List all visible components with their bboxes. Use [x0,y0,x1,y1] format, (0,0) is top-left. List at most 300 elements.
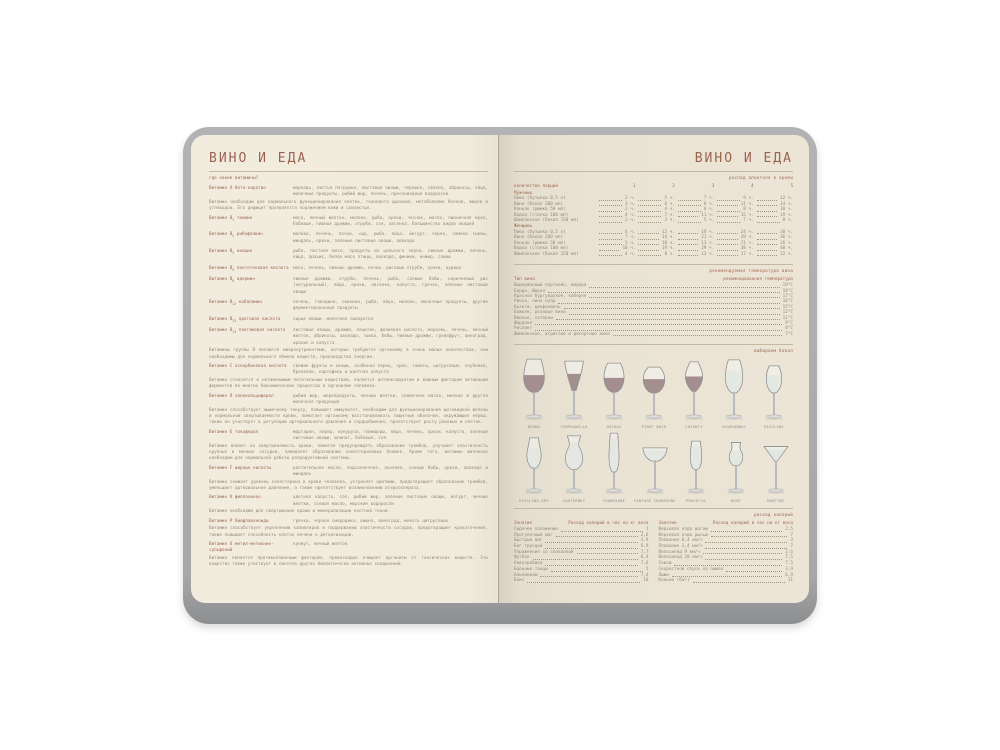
wine-glass-icon [674,357,714,424]
vitamin-foods: печень, говядина, свинина, рыба, яйца, молоко, молочные продукты, другие ферментированные продукты [293,299,488,312]
calories-row-name: Бальные танцы [514,566,548,572]
temperature-row-name: Риоха, пино нуар [514,299,556,305]
alcohol-value: 6 ч. [703,207,715,213]
dot-leader [757,250,777,251]
calories-row-name: Верховая езда шагом [658,526,708,532]
wine-glass-shiraz [594,357,634,429]
wine-glass-bordo [514,357,554,429]
vitamin-name: Витамин U метил-метионин-сульфоний [209,542,274,554]
alcohol-value: 10 ч. [780,207,794,213]
title-rule-right [514,171,793,172]
alcohol-cell [714,218,753,224]
alcohol-cell [596,218,635,224]
dot-leader [717,233,737,234]
calories-row-value: 7,4 [640,572,649,578]
alcohol-value: 8 ч. [782,218,794,224]
dot-leader [556,536,638,537]
alcohol-value: 2 ч. [625,196,636,202]
vitamin-name: Витамин С аскорбиновая кислота [209,363,287,369]
vitamin-entry [209,232,488,245]
alcohol-value: 6 ч. [664,201,675,207]
vitamin-entry [209,495,488,508]
temperature-row-name: Шампанское, игристые и десертные вина [514,331,610,337]
temperature-row-name: Кьянти, цинфандель [514,304,561,310]
dot-leader [678,233,698,234]
dot-leader [705,559,782,560]
alcohol-value: 21 ч. [740,240,754,246]
alcohol-col-number [632,184,675,190]
wine-glass-label: PROSECCO [686,499,706,504]
vitamin-entry [209,300,488,313]
temperature-header-right: рекомендованная температура [723,277,793,283]
alcohol-value: 14 ч. [661,235,675,241]
alcohol-group-label: Мужчины [514,190,533,196]
dot-leader [717,239,737,240]
alcohol-value: 4 ч. [664,207,675,213]
wine-glass-icon [554,431,594,498]
vitamin-foods: рыба, постное мясо, продукты из цельного зерна, пивные дрожжи, печень, яйца, арахис, белое мясо птицы, авокадо, финики, инжир, сливы [293,249,488,261]
dot-leader [757,222,780,223]
vitamin-entry [209,249,488,262]
vitamin-foods: гречка, черная смородина, вишня, виноград, мякоть цитрусовых [293,518,449,524]
alcohol-value: 19 ч. [780,212,794,218]
dot-leader [757,239,777,240]
wine-glass-label: SHIRAZ [606,425,622,430]
dot-leader [545,565,637,566]
dot-leader [599,239,622,240]
dot-leader [678,200,701,201]
wine-glass-icon [716,431,756,498]
temperature-row-value: 8°C [785,326,793,332]
dot-leader [638,211,661,212]
alcohol-value: 7 ч. [625,235,636,241]
calories-row-name: Велосипед 20 км/ч [658,555,703,561]
wine-glass-chianti [674,357,714,429]
vitamin-subscript: 12 [232,301,237,306]
alcohol-col-number [754,184,793,190]
vitamin-name: Витамин F жирные кислоты [209,465,272,471]
alcohol-value: 13 ч. [701,240,715,246]
vitamin-entry [209,364,488,377]
alcohol-value: 7 ч. [703,196,715,202]
wine-glass-icon [514,357,554,424]
temperature-table [514,277,793,337]
vitamin-name: Витамин А бета-каротин [209,186,266,191]
calories-column [514,521,649,584]
calories-header-right: Расход калорий в час на кг веса [568,521,649,527]
dot-leader [693,582,785,583]
calories-row-value: 7 [790,544,793,550]
temperature-row-value: 11°C [782,315,793,321]
calories-header-left: Занятие [514,521,533,527]
calories-row-name: Прогулочный шаг [514,532,553,538]
calories-row-name: Велосипед 9 км/ч [658,549,700,555]
vitamin-subscript: 5 [232,267,235,272]
temperature-row-value: 15°C [782,304,793,310]
temperature-row-name: Вионье, сотерны [514,315,553,321]
dot-leader [757,244,777,245]
vitamin-subscript: 2 [232,234,235,239]
vitamin-entry [209,328,488,347]
alcohol-caption: распад алкоголя в крови [728,176,793,181]
dot-leader [533,559,638,560]
alcohol-value: 8 ч. [664,251,675,257]
dot-leader [564,308,780,309]
dot-leader [551,571,643,572]
alcohol-value: 8 ч. [743,207,754,213]
calories-row-value: 6,9 [785,572,793,578]
dot-leader [674,565,782,566]
temperature-row-name: Рислинг [514,326,533,332]
wine-glass-sauternes [554,431,594,503]
vitamin-note: Витамины группы В являются микронутриентами, которые требуются организму в очень малых количествах, они необходимы для нормального обмена веществ, производства энергии. [209,348,488,360]
wine-glass-label: RIESLING [764,425,784,430]
dot-leader [757,255,777,256]
alcohol-row-name: Вино (бокал 200 мл) [514,235,564,241]
dot-leader [705,542,787,543]
wine-glass-icon [714,357,754,424]
vitamin-subscript: 3 [232,250,235,255]
temperature-row-name: Бордо, Шираз [514,288,546,294]
wine-glass-icon [754,357,794,424]
alcohol-cell [714,252,753,258]
calories-row-name: Быстрый шаг [514,538,543,544]
temperature-row-value: 12°C [782,310,793,316]
title-rule-left [209,171,488,172]
calories-row-name: Лыжи [658,572,669,578]
wine-glass-label: TEMPRANILLO [560,425,588,430]
vitamin-entry [209,216,488,229]
calories-row-name: Сидячее положение [514,526,558,532]
vitamin-foods: морковь, листья петрушки, листовые овощи, черешня, свекла, абрикосы, яйца, молочные продукты, рыбий жир, печень, пресноводные водоросли [293,186,488,198]
alcohol-col-number-value: 5 [790,184,794,189]
dot-leader [757,216,777,217]
vitamin-note: Витамин является противоязвенным фактором, превосходно очищает организм от токсических веществ. Это вещество также участвует в синтезе других биологически активных соединений. [209,556,488,568]
dot-leader [545,542,637,543]
dot-leader [678,205,701,206]
dot-leader [556,319,780,320]
dot-leader [638,205,661,206]
dot-leader [558,303,779,304]
vitamin-name: Витамин $В_2$ рибофлавин [209,232,263,239]
calories-header-left: Занятие [658,521,677,527]
dot-leader [599,233,622,234]
vitamin-note: Витамин относится к незаменимым питательным веществам, является антиоксидантом и важным фактором активации ферментов во многих биохимических процессах в организме человека. [209,378,488,390]
alcohol-value: 26 ч. [780,240,794,246]
calories-row-name: Плавание 0,4 км/ч [658,538,703,544]
vitamin-subscript: 15 [232,329,237,334]
alcohol-value: 3 ч. [664,218,675,224]
wine-glass-label: VINTAGE CHAMPAGNE [634,499,676,504]
calories-row-value: 7 [790,532,793,538]
dot-leader [711,531,783,532]
alcohol-cell [635,252,674,258]
alcohol-value: 14 ч. [780,201,794,207]
dot-leader [717,222,740,223]
alcohol-row-name: Вино (бокал 200 мл) [514,201,564,207]
dot-leader [569,314,780,315]
calories-row-value: 5 [645,566,649,572]
wine-glass-prosecco [676,431,716,503]
vitamin-name: Витамин $В_3$ ниацин [209,249,253,255]
vitamin-foods: растительное масло, подсолнечное, льняное, соевые бобы, орехи, авокадо и миндаль [293,465,488,477]
alcohol-row [514,252,793,258]
alcohol-col-number-value: 2 [672,184,675,189]
wine-glass-icon [514,431,554,498]
alcohol-value: 2 ч. [625,218,636,224]
vitamin-list [209,186,488,569]
calories-row-value: 7,5 [785,561,793,567]
alcohol-col-number [675,184,714,190]
dot-leader [599,205,622,206]
vitamin-foods: сырые овощи, молочная сыворотка [293,316,374,322]
vitamin-entry [209,266,488,273]
alcohol-value: 11 ч. [701,212,715,218]
alcohol-group-label: Женщины [514,223,533,229]
dot-leader [678,222,701,223]
wine-glass-label: CHARDONNAY [721,425,747,430]
notebook-spread [191,135,809,603]
calories-row-name: Верховая езда рысью [658,532,708,538]
alcohol-table [514,184,793,257]
temperature-row-value: 7°C [785,331,793,337]
wine-glass-chardonnay [714,357,754,429]
alcohol-col-number [596,184,635,190]
vitamin-name: Витамин Е токоферол [209,429,259,435]
vitamin-name: Витамин $В_6$ адермин [209,277,255,283]
calories-row-value: 3,9 [640,538,649,544]
temperature-row-name: Выдержанный портвейн, мадера [514,283,587,289]
wine-glass-icon [676,431,716,498]
vitamin-name: Витамин $В_{15}$ пангамовая кислота [209,327,286,334]
alcohol-row-name: Коньяк (рюмка 50 мл) [514,207,566,213]
alcohol-row [514,218,793,224]
dot-leader [561,531,643,532]
section-rule-3 [514,508,793,509]
vitamin-foods: пивные дрожжи, отруби, печень, рыба, соевые бобы, коричневый рис (натуральный), яйца, орехи, овсянка, капуста, гречка, зеленые листовые овощи [293,277,488,295]
dot-leader [678,216,698,217]
alcohol-value: 13 ч. [701,251,715,257]
alcohol-col-number [711,184,754,190]
alcohol-col-header: количество порций [514,184,558,189]
calories-row-value: 7,7 [640,549,649,555]
dot-leader [589,287,779,288]
wine-glass-champagne [594,431,634,503]
wine-glass-riesling [754,357,794,429]
calories-row-name: Футбол [514,555,530,561]
dot-leader [599,255,622,256]
temperature-row-value: 18°C [782,288,793,294]
dot-leader [638,216,661,217]
dot-leader [599,244,622,245]
alcohol-value: 19 ч. [661,246,675,252]
calories-row-value: 6,4 [640,555,649,561]
alcohol-value: 15 ч. [740,212,754,218]
dot-leader [678,250,698,251]
temperature-row-value: 9°C [785,320,793,326]
alcohol-value: 2 ч. [625,207,636,213]
alcohol-value: 12 ч. [780,196,794,202]
dot-leader [717,255,737,256]
vitamin-name: Витамин К филлохинон [209,495,261,501]
alcohol-value: 12 ч. [661,229,675,235]
vitamin-note: Витамин необходим для свертывания крови и минерализации костной ткани. [209,509,391,515]
alcohol-value: 11 ч. [740,201,754,207]
dot-leader [638,222,661,223]
alcohol-value: 4 ч. [625,212,636,218]
wine-glass-vintage-champagne [634,431,676,503]
temperature-row-value: 17°C [782,293,793,299]
temperature-row [514,332,793,337]
alcohol-value: 30 ч. [780,229,794,235]
calories-row-value: 3 [790,538,793,544]
alcohol-cell [754,218,793,224]
dot-leader [545,548,637,549]
vitamin-foods: свежие фрукты и овощи, особенно перец, хрен, томаты, цитрусовые, клубника, брокколи, картофель и цветная капуста [293,363,488,376]
calories-row-value: 1 [645,526,649,532]
calories-row-value: 2,6 [785,549,793,555]
alcohol-value: 3 ч. [625,201,636,207]
calories-caption: расход калорий [753,513,793,519]
wine-glass-ros- [716,431,756,503]
vitamin-entry [209,317,488,324]
wine-glass-label: PINOT NOIR [641,425,667,430]
wine-glass-label: MARTINI [767,499,785,504]
alcohol-value: 22 ч. [780,251,794,257]
dot-leader [599,222,622,223]
calories-row [514,578,649,584]
calories-table [514,521,793,584]
section-rule-1 [514,264,793,265]
alcohol-value: 18 ч. [701,229,715,235]
glass-row-1 [514,357,793,429]
alcohol-value: 4 ч. [625,251,636,257]
dot-leader [638,250,658,251]
dot-leader [705,548,787,549]
vitamin-note: Витамин необходим для нормального функционирования клеток, тканевого дыхания, метаболизма белков, жиров и углеводов. Его дефицит проявляется поражением кожи и слизистых. [209,200,488,212]
alcohol-value: 38 ч. [740,246,754,252]
alcohol-value: 10 ч. [661,240,675,246]
wine-glass-icon [635,431,675,498]
calories-row-name: Альпинизм [514,572,538,578]
calories-row-value: 7,5 [785,555,793,561]
temperature-caption: рекомендуемая температура вина [709,269,793,275]
vitamin-note: Витамин способствует мышечному тонусу, повышает иммунитет, необходим для функционирования щитовидной железы и нормальной свертываемости крови, помогает организму восстанавливать защитные оболочки, окружающие нервы, также он участвует в регуляции артериального давления и сердцебиения, препятствует росту раковых и клеток. [209,407,488,426]
alcohol-header-row [514,184,793,190]
dot-leader [540,576,637,577]
vitamin-name: Витамин $В_{12}$ кобаламин [209,299,263,306]
glass-row-2 [514,431,793,503]
dot-leader [757,233,777,234]
page-left [191,135,498,603]
dot-leader [717,216,737,217]
vitamin-foods: маргарин, перец, кукуруза, помидоры, яйца, печень, орехи, капуста, зеленые листовые овощи, шпинат, бобовые, соя [293,429,488,441]
wine-glass-martini [756,431,796,503]
dot-leader [613,335,783,336]
vitamin-foods: рыбий жир, морепродукты, яичные желтки, сливочное масло, молоко и другая молочная продукция [293,393,488,405]
dot-leader [638,233,658,234]
alcohol-row-name: Водка (стопка 100 мл) [514,246,569,252]
dot-leader [711,536,788,537]
vitamin-foods: цветная капуста, соя, рыбий жир, зеленые листовые овощи, йогурт, яичные желтки, соевое масло, морские водоросли [293,495,488,507]
dot-leader [757,205,777,206]
vitamin-foods: мясо, печень, пивные дрожжи, почки, рисовые отруби, орехи, курица [293,265,462,271]
alcohol-cell [675,218,714,224]
alcohol-value: 7 ч. [743,218,754,224]
calories-row-value: 2,6 [640,532,649,538]
alcohol-col-number-value: 3 [711,184,715,189]
temperature-row-value: 19°C [782,283,793,289]
wine-glass-label: CHAMPAGNE [602,499,626,504]
temperature-header-left: Тип вина [514,277,535,283]
alcohol-value: 21 ч. [701,235,715,241]
dot-leader [678,211,701,212]
temperature-row-name: Красное бургундское, каберне [514,293,587,299]
vitamin-subscript: 13 [232,318,237,323]
alcohol-value: 29 ч. [701,246,715,252]
vitamin-name: Витамин $В_{13}$ оротовая кислота [209,316,281,323]
vitamin-note: Витамин способствует укреплению капилляров и поддержанию эластичности сосудов, предотвращает кровотечения, также повышает способность клеток печени к детоксикации. [209,526,488,538]
vitamin-name: Витамин $В_5$ пантотеновая кислота [209,265,289,272]
alcohol-value: 5 ч. [625,240,636,246]
alcohol-value: 17 ч. [740,251,754,257]
vitamin-foods: листовые овощи, дрожжи, лецитин, фолиевая кислота, морковь, печень, яичный желток, абрикосы, авокадо, тыква, бобы, пивные дрожжи, грейпфрут, виноград, арахис и капуста [293,327,488,346]
page-title-left: ВИНО И ЕДА [209,151,308,166]
dot-leader [678,255,698,256]
alcohol-value: 5 ч. [664,196,675,202]
temperature-row-name: Божоле, розовые вина [514,310,566,316]
wine-glass-icon [756,431,796,498]
dot-leader [599,200,622,201]
alcohol-value: 7 ч. [664,212,675,218]
dot-leader [577,553,638,554]
wine-glass-riesling-dry [514,431,554,503]
alcohol-row-name: Шампанское (бокал 150 мл) [514,251,579,257]
alcohol-value: 48 ч. [780,246,794,252]
vitamin-foods: молоко, печень, почки, сыр, рыба, яйца, йогурт, зерна, семена тыквы, миндаль, орехи, зеленые листовые овощи, авокадо [293,232,488,244]
calories-row-name: Бег трусцой [514,544,543,550]
dot-leader [757,211,777,212]
calories-row-name: Плавание 2,4 км/ч [658,544,703,550]
alcohol-value: 8 ч. [703,201,715,207]
alcohol-value: 5 ч. [703,218,715,224]
vitamin-entry [209,186,488,199]
calories-row-value: 7,6 [640,561,649,567]
wine-glass-label: BORDO [527,425,541,430]
alcohol-value: 6 ч. [625,229,636,235]
vitamin-name: Витамин D холекальциферол [209,393,274,399]
dot-leader [527,582,640,583]
calories-row-value: 10 [643,578,649,584]
vitamin-name: Витамин $В_1$ тиамин [209,215,253,222]
dot-leader [638,239,658,240]
wine-glass-icon [594,431,634,498]
calories-row-name: Коньки (бег) [658,578,690,584]
alcohol-value: 36 ч. [780,235,794,241]
notebook-cover [183,127,817,624]
vitamin-subscript: 1 [232,217,235,222]
temperature-row-name: Шардоне [514,320,533,326]
dot-leader [717,244,737,245]
dot-leader [757,200,777,201]
vitamin-entry [209,430,488,443]
calories-column [659,521,794,584]
alcohol-value: 29 ч. [740,235,754,241]
wine-glass-icon [634,357,674,424]
alcohol-row-name: Коньяк (рюмка 50 мл) [514,240,566,246]
dot-leader [599,216,622,217]
calories-row-name: Скоростной спуск на лыжах [658,566,724,572]
